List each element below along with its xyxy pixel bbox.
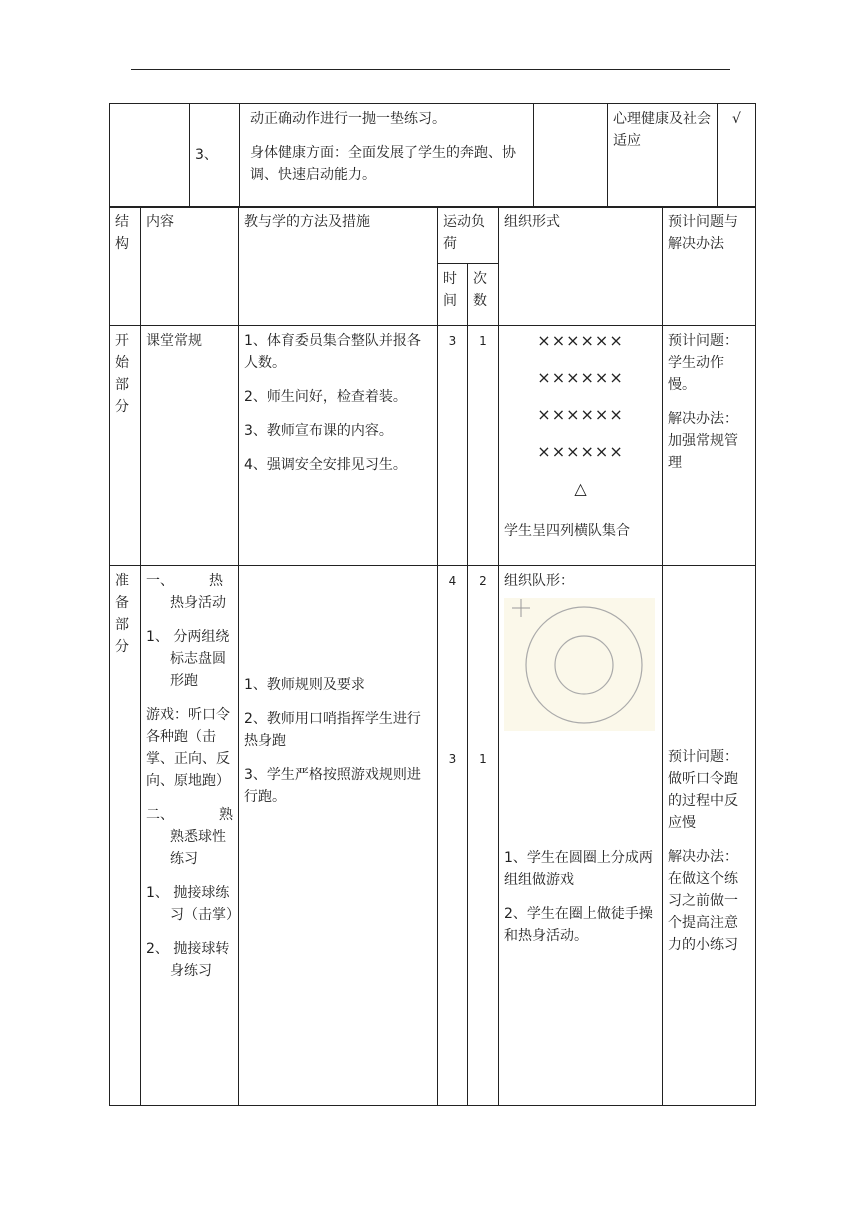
- section2-time: [438, 566, 468, 1106]
- org-note: 2、学生在圈上做徒手操和热身活动。: [504, 906, 653, 944]
- method-item: 3、教师宣布课的内容。: [244, 423, 393, 439]
- time-value: 3: [448, 752, 457, 766]
- section2-count: [468, 566, 499, 1106]
- objective-number: 3、: [190, 104, 240, 208]
- section1-problems: [663, 326, 756, 566]
- objective-line-1: 动正确动作进行一抛一垫练习。: [250, 111, 446, 127]
- header-count: 次数: [468, 264, 499, 326]
- empty-cell: [110, 104, 190, 208]
- header-problems: 预计问题与解决办法: [663, 207, 756, 326]
- game-item: 游戏：听口令各种跑（击掌、正向、反向、原地跑）: [146, 707, 230, 789]
- count-value: 2: [479, 574, 487, 588]
- section2-problems: [663, 566, 756, 1106]
- time-value: 4: [448, 574, 457, 588]
- section1-name: 开始部分: [110, 326, 141, 566]
- count-value: 1: [479, 752, 487, 766]
- content-item: 2、 抛接球转身练习: [146, 941, 230, 979]
- content-item: 一、 热: [146, 573, 223, 589]
- lesson-table: [109, 206, 756, 1106]
- solution-text: 解决办法：加强常规管理: [668, 411, 738, 471]
- section1-count: 1: [468, 326, 499, 566]
- empty-cell: [534, 104, 608, 208]
- formation-row: ××××××: [537, 331, 624, 350]
- header-methods: 教与学的方法及措施: [239, 207, 438, 326]
- section1-formation: [499, 326, 663, 566]
- problem-text: 预计问题：做听口令跑的过程中反应慢: [668, 749, 738, 831]
- method-item: 3、学生严格按照游戏规则进行跑。: [244, 767, 421, 805]
- section1-content: 课堂常规: [141, 326, 239, 566]
- content-item: 二、 熟: [146, 807, 233, 823]
- section1-methods: [239, 326, 438, 566]
- formation-row: ××××××: [537, 442, 624, 461]
- formation-caption: 学生呈四列横队集合: [504, 523, 630, 539]
- header-time: 时间: [438, 264, 468, 326]
- section1-time: 3: [438, 326, 468, 566]
- org-title: 组织队形：: [504, 573, 574, 589]
- objectives-table: [109, 103, 756, 208]
- formation-row: ××××××: [537, 405, 624, 424]
- header-content: 内容: [141, 207, 239, 326]
- solution-text: 解决办法：在做这个练习之前做一个提高注意力的小练习: [668, 849, 738, 953]
- header-structure: 结构: [110, 207, 141, 326]
- section2-name: 准备部分: [110, 566, 141, 1106]
- method-item: 1、教师规则及要求: [244, 677, 365, 693]
- header-organization: 组织形式: [499, 207, 663, 326]
- header-load: 运动负荷: [438, 207, 499, 264]
- method-item: 2、师生问好，检查着装。: [244, 389, 407, 405]
- org-note: 1、学生在圆圈上分成两组组做游戏: [504, 850, 653, 888]
- method-item: 1、体育委员集合整队并报各人数。: [244, 333, 421, 371]
- goal-category: 心理健康及社会适应: [608, 104, 718, 208]
- content-item-title: 熟悉球性练习: [170, 829, 226, 867]
- section2-methods: [239, 566, 438, 1106]
- concentric-circles-icon: [504, 598, 655, 731]
- section2-content: [141, 566, 239, 1106]
- section2-organization: [499, 566, 663, 1106]
- method-item: 2、教师用口哨指挥学生进行热身跑: [244, 711, 421, 749]
- content-item: 1、 抛接球练习（击掌）: [146, 885, 240, 923]
- teacher-triangle-icon: △: [574, 479, 587, 498]
- formation-row: ××××××: [537, 368, 624, 387]
- method-item: 4、强调安全安排见习生。: [244, 457, 407, 473]
- problem-text: 预计问题：学生动作慢。: [668, 333, 738, 393]
- check-mark: √: [718, 104, 756, 208]
- circle-formation-figure: [504, 598, 655, 731]
- content-item-title: 热身活动: [170, 595, 226, 611]
- objective-text: [240, 104, 534, 208]
- content-item: 1、 分两组绕标志盘圆形跑: [146, 629, 230, 689]
- objective-line-2: 身体健康方面：全面发展了学生的奔跑、协调、快速启动能力。: [250, 145, 516, 183]
- header-rule: [131, 69, 730, 70]
